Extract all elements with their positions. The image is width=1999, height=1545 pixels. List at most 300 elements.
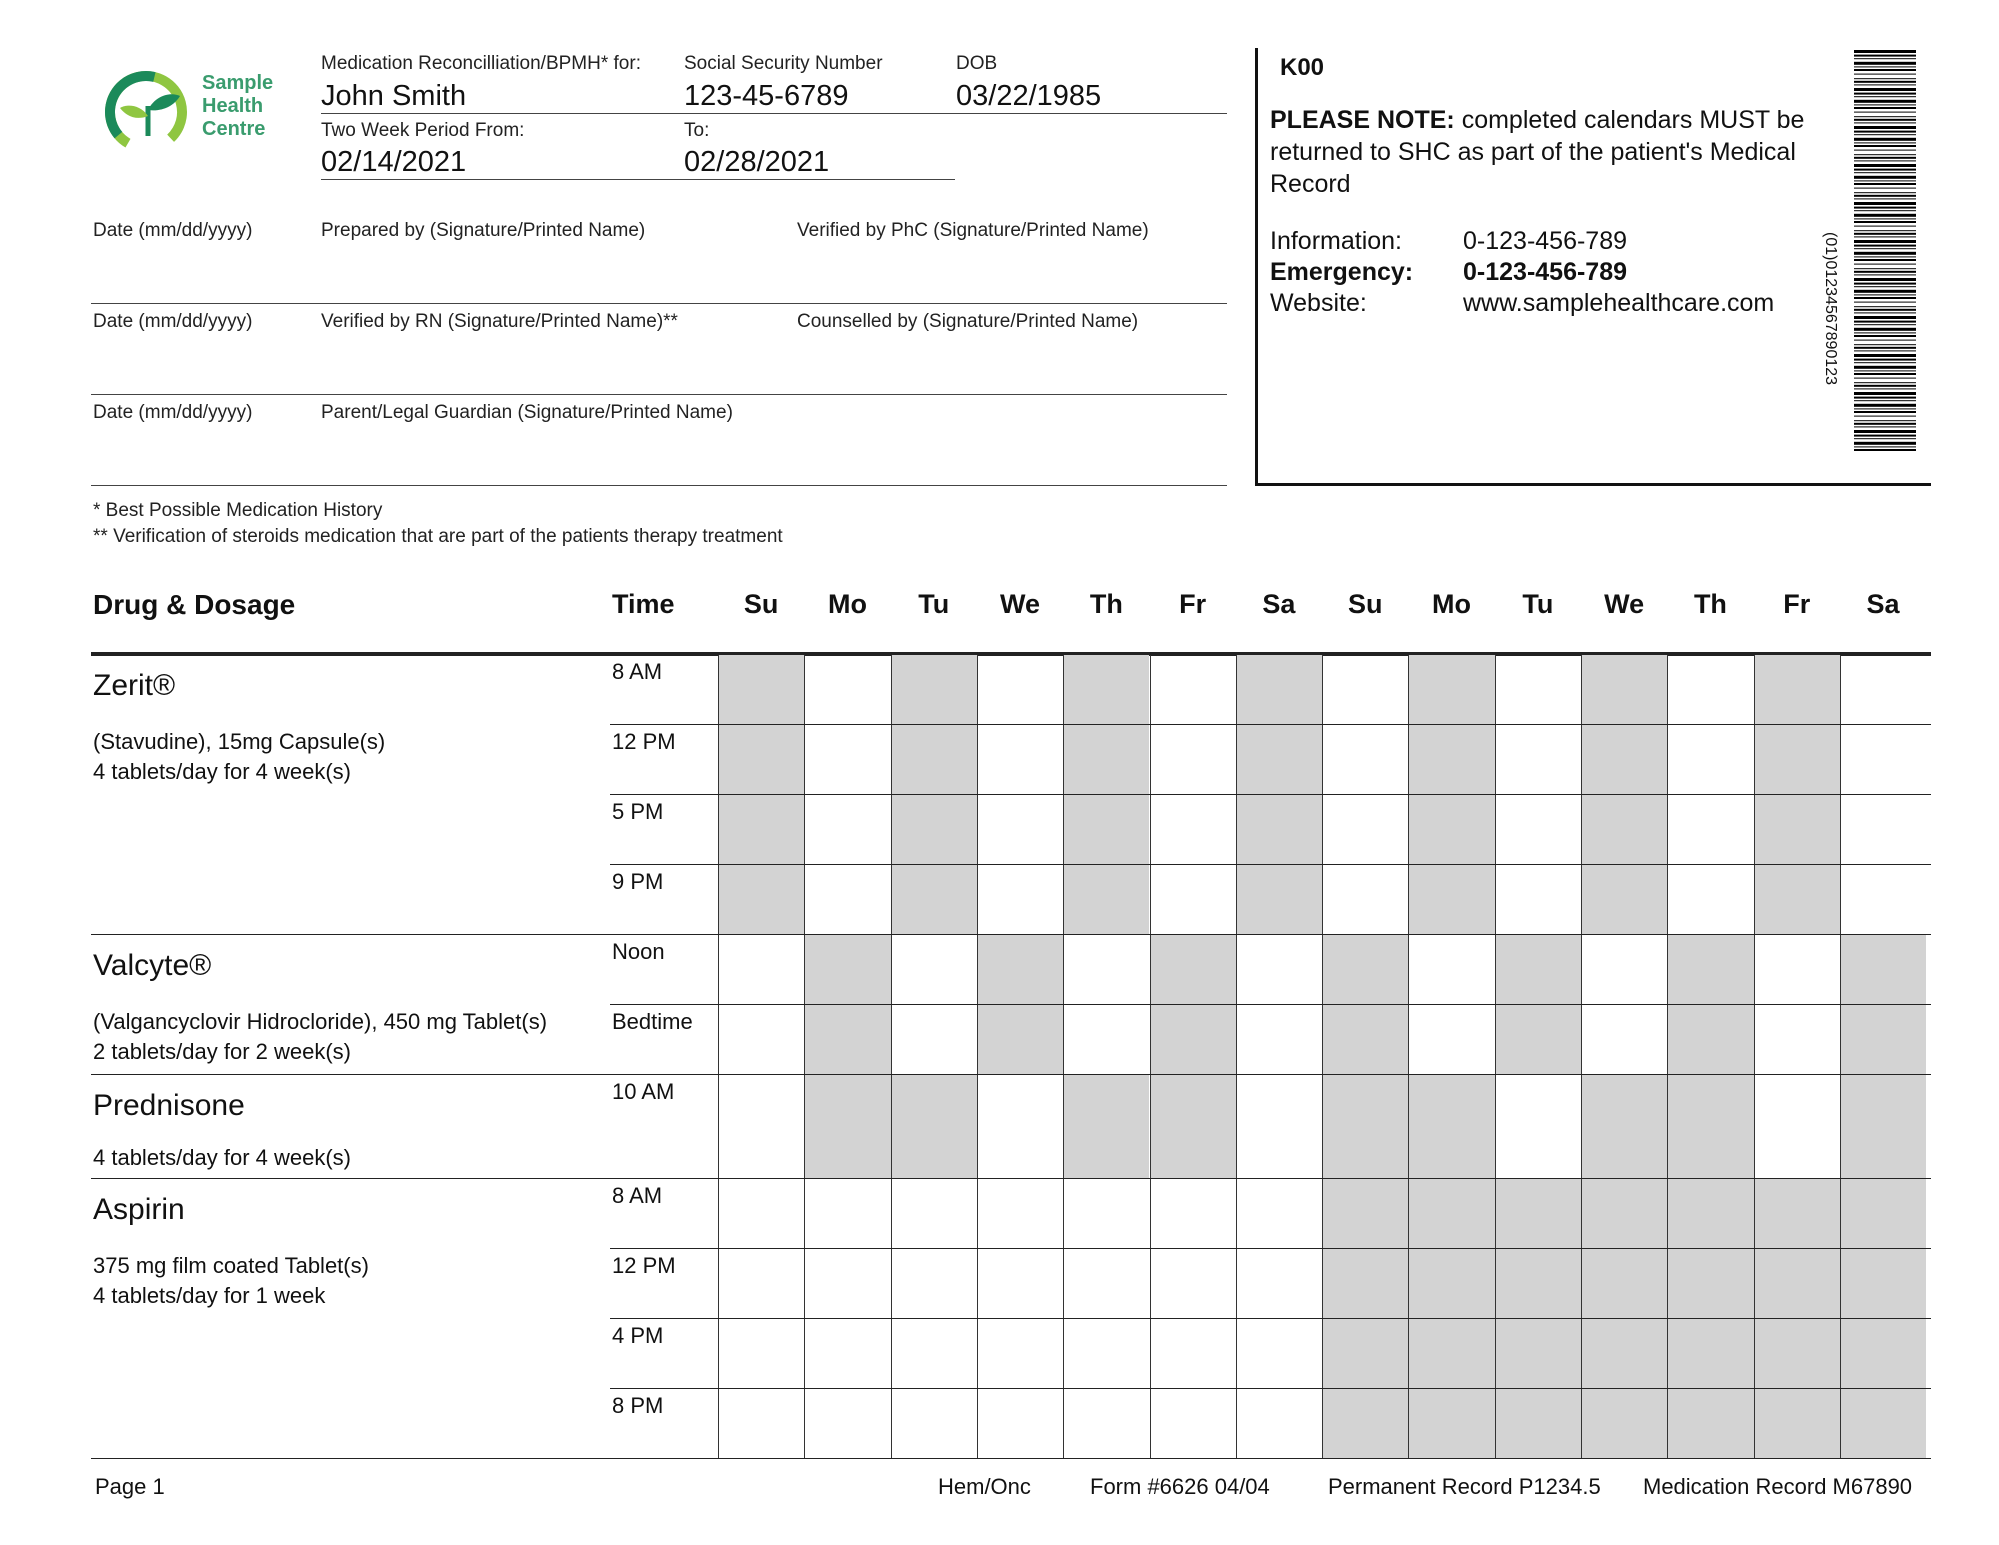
dose-checkbox[interactable] — [718, 655, 804, 725]
dose-checkbox[interactable] — [1495, 725, 1581, 795]
dose-checkbox[interactable] — [1063, 865, 1149, 935]
day-header: Su — [743, 589, 779, 619]
dose-checkbox[interactable] — [1236, 655, 1322, 725]
dose-checkbox[interactable] — [1581, 795, 1667, 865]
dose-checkbox[interactable] — [1236, 1249, 1322, 1319]
dose-checkbox[interactable] — [804, 725, 890, 795]
dose-checkbox[interactable] — [1840, 1319, 1926, 1389]
period-to-label: To: — [684, 120, 710, 141]
barcode-bar — [1854, 370, 1916, 371]
drug-name: Aspirin — [93, 1193, 185, 1226]
dose-checkbox[interactable] — [977, 725, 1063, 795]
page-number: Page 1 — [95, 1474, 165, 1499]
dose-checkbox[interactable] — [1150, 1389, 1236, 1459]
dose-checkbox[interactable] — [977, 1249, 1063, 1319]
dose-checkbox[interactable] — [1667, 865, 1753, 935]
day-header: Th — [1693, 589, 1727, 619]
dose-checkbox[interactable] — [1236, 1179, 1322, 1249]
barcode-bar — [1854, 157, 1916, 159]
barcode-bar — [1854, 408, 1916, 409]
barcode-bar — [1854, 328, 1916, 331]
dose-checkbox[interactable] — [804, 655, 890, 725]
dose-checkbox[interactable] — [977, 935, 1063, 1005]
dose-checkbox[interactable] — [1150, 655, 1236, 725]
dose-checkbox[interactable] — [804, 1005, 890, 1075]
website-label: Website: — [1270, 289, 1367, 317]
barcode-bar — [1854, 420, 1916, 421]
dose-checkbox[interactable] — [891, 795, 977, 865]
barcode-bar — [1854, 309, 1916, 311]
barcode-bar — [1854, 112, 1916, 113]
dose-checkbox[interactable] — [891, 1179, 977, 1249]
dose-checkbox[interactable] — [977, 1179, 1063, 1249]
info-value: 0-123-456-789 — [1463, 227, 1628, 255]
dose-checkbox[interactable] — [1322, 1005, 1408, 1075]
date-label-2: Date (mm/dd/yyyy) — [93, 311, 253, 332]
day-header: Fr — [1179, 589, 1207, 619]
dose-time: 10 AM — [612, 1079, 675, 1104]
day-header: Mo — [1432, 589, 1472, 619]
dose-checkbox[interactable] — [891, 1319, 977, 1389]
dose-checkbox[interactable] — [1581, 655, 1667, 725]
dose-checkbox[interactable] — [891, 725, 977, 795]
barcode-bar — [1854, 416, 1916, 417]
dose-checkbox[interactable] — [1495, 655, 1581, 725]
dose-checkbox[interactable] — [891, 935, 977, 1005]
dose-checkbox[interactable] — [1236, 1389, 1322, 1459]
dose-checkbox[interactable] — [718, 1389, 804, 1459]
period-from-value: 02/14/2021 — [321, 146, 467, 178]
day-header: Sa — [1866, 589, 1900, 619]
barcode-bar — [1854, 218, 1916, 219]
dose-checkbox[interactable] — [1581, 1389, 1667, 1459]
day-header: Mo — [827, 589, 867, 619]
signature-rule-3 — [91, 485, 1227, 486]
dose-checkbox[interactable] — [1408, 655, 1494, 725]
dose-checkbox[interactable] — [891, 1005, 977, 1075]
drug-name: Prednisone — [93, 1089, 245, 1122]
dose-checkbox[interactable] — [1840, 865, 1926, 935]
dose-checkbox[interactable] — [1581, 865, 1667, 935]
dose-checkbox[interactable] — [1408, 725, 1494, 795]
dose-checkbox[interactable] — [891, 1249, 977, 1319]
website-value[interactable]: www.samplehealthcare.com — [1463, 289, 1775, 317]
dose-time: 12 PM — [612, 729, 676, 754]
dose-checkbox[interactable] — [1063, 1075, 1149, 1179]
barcode-bar — [1854, 278, 1916, 281]
barcode-bar — [1854, 332, 1916, 333]
dose-checkbox[interactable] — [1408, 935, 1494, 1005]
day-header: Th — [1089, 589, 1123, 619]
please-note-label: PLEASE NOTE: — [1270, 106, 1455, 134]
barcode-bar — [1854, 446, 1916, 447]
barcode-bar — [1854, 50, 1916, 53]
please-note-text: completed calendars MUST be returned to SHC as part of the patient's Medical Record — [1270, 106, 1805, 198]
barcode-bar — [1854, 100, 1916, 103]
dose-checkbox[interactable] — [1236, 795, 1322, 865]
dose-checkbox[interactable] — [1840, 1075, 1926, 1179]
dose-time: 8 AM — [612, 659, 663, 684]
dose-checkbox[interactable] — [1150, 795, 1236, 865]
dose-checkbox[interactable] — [1150, 1005, 1236, 1075]
dose-checkbox[interactable] — [1063, 655, 1149, 725]
barcode-bar — [1854, 145, 1916, 147]
dose-checkbox[interactable] — [1408, 1249, 1494, 1319]
dose-checkbox[interactable] — [804, 1249, 890, 1319]
guardian-label: Parent/Legal Guardian (Signature/Printed Name) — [321, 402, 733, 423]
barcode-bar — [1854, 81, 1916, 83]
dose-checkbox[interactable] — [1840, 1179, 1926, 1249]
dose-checkbox[interactable] — [1495, 1179, 1581, 1249]
verified-phc-label: Verified by PhC (Signature/Printed Name) — [797, 220, 1149, 241]
dose-checkbox[interactable] — [1322, 795, 1408, 865]
dose-checkbox[interactable] — [1150, 935, 1236, 1005]
dose-checkbox[interactable] — [804, 935, 890, 1005]
dose-checkbox[interactable] — [1495, 1005, 1581, 1075]
barcode-bar — [1854, 160, 1916, 161]
dose-checkbox[interactable] — [891, 1389, 977, 1459]
dose-checkbox[interactable] — [1150, 1249, 1236, 1319]
logo-text: Sample Health Centre — [202, 72, 274, 140]
dose-checkbox[interactable] — [1840, 1005, 1926, 1075]
dose-checkbox[interactable] — [891, 655, 977, 725]
dose-checkbox[interactable] — [1581, 935, 1667, 1005]
barcode-bar — [1854, 62, 1916, 65]
dose-checkbox[interactable] — [1150, 1179, 1236, 1249]
barcode-bar — [1854, 221, 1916, 223]
dose-checkbox[interactable] — [1754, 865, 1840, 935]
barcode-bar — [1854, 107, 1916, 109]
barcode-bar — [1854, 286, 1916, 287]
patient-name: John Smith — [321, 80, 467, 112]
dose-checkbox[interactable] — [1754, 1389, 1840, 1459]
barcode-bar — [1854, 214, 1916, 217]
dose-checkbox[interactable] — [1754, 655, 1840, 725]
dose-checkbox[interactable] — [1754, 1249, 1840, 1319]
barcode-bar — [1854, 96, 1916, 97]
header-rule-1 — [321, 113, 1227, 114]
medication-record: Medication Record M67890 — [1643, 1474, 1913, 1499]
row-rule — [91, 1458, 1931, 1459]
dose-checkbox[interactable] — [718, 1249, 804, 1319]
date-label-1: Date (mm/dd/yyyy) — [93, 220, 253, 241]
dose-time: Bedtime — [612, 1009, 693, 1034]
dose-checkbox[interactable] — [1408, 1005, 1494, 1075]
drug-description: (Stavudine), 15mg Capsule(s) 4 tablets/day for 4 week(s) — [93, 729, 386, 784]
dose-checkbox[interactable] — [1667, 795, 1753, 865]
dose-time: 12 PM — [612, 1253, 676, 1278]
dose-checkbox[interactable] — [1236, 1075, 1322, 1179]
barcode-bar — [1854, 449, 1916, 451]
dose-checkbox[interactable] — [1150, 725, 1236, 795]
dose-checkbox[interactable] — [977, 865, 1063, 935]
dose-checkbox[interactable] — [1495, 1389, 1581, 1459]
barcode-bar — [1854, 55, 1916, 57]
barcode-bar — [1854, 233, 1916, 235]
dose-checkbox[interactable] — [977, 1075, 1063, 1179]
dose-checkbox[interactable] — [1236, 865, 1322, 935]
dose-checkbox[interactable] — [1754, 795, 1840, 865]
barcode-bar — [1854, 230, 1916, 231]
dose-checkbox[interactable] — [804, 795, 890, 865]
dose-checkbox[interactable] — [804, 1389, 890, 1459]
dose-checkbox[interactable] — [718, 935, 804, 1005]
dose-checkbox[interactable] — [1322, 935, 1408, 1005]
please-note — [1270, 104, 1840, 200]
dose-checkbox[interactable] — [1150, 865, 1236, 935]
period-to-value: 02/28/2021 — [684, 146, 830, 178]
drug-name: Valcyte® — [93, 949, 212, 982]
dose-checkbox[interactable] — [1236, 935, 1322, 1005]
dose-checkbox[interactable] — [1063, 935, 1149, 1005]
dose-checkbox[interactable] — [1322, 1249, 1408, 1319]
dose-time: 4 PM — [612, 1323, 664, 1348]
dose-checkbox[interactable] — [1840, 1249, 1926, 1319]
barcode-bar — [1854, 119, 1916, 121]
barcode-bar — [1854, 122, 1916, 123]
barcode-bar — [1854, 294, 1916, 295]
barcode-bar — [1854, 423, 1916, 425]
med-recon-label: Medication Reconcilliation/BPMH* for: — [321, 53, 641, 74]
barcode-bar — [1854, 248, 1916, 249]
dose-checkbox[interactable] — [1581, 1005, 1667, 1075]
dose-checkbox[interactable] — [1840, 795, 1926, 865]
dose-checkbox[interactable] — [1667, 935, 1753, 1005]
barcode-bar — [1854, 88, 1916, 91]
barcode-bar — [1854, 350, 1916, 351]
day-header: Tu — [918, 589, 950, 619]
dose-checkbox[interactable] — [1063, 1319, 1149, 1389]
dose-checkbox[interactable] — [1667, 1389, 1753, 1459]
dose-checkbox[interactable] — [977, 655, 1063, 725]
dose-checkbox[interactable] — [1408, 1075, 1494, 1179]
barcode-bar — [1854, 154, 1916, 155]
barcode-bar — [1854, 172, 1916, 173]
barcode-bar — [1854, 116, 1916, 117]
dose-checkbox[interactable] — [1667, 1075, 1753, 1179]
date-label-3: Date (mm/dd/yyyy) — [93, 402, 253, 423]
barcode-bar — [1854, 321, 1916, 323]
dose-checkbox[interactable] — [1581, 725, 1667, 795]
dob-label: DOB — [956, 53, 998, 74]
day-header: Sa — [1262, 589, 1296, 619]
barcode-bar — [1854, 404, 1916, 407]
barcode-bar — [1854, 183, 1916, 185]
dose-checkbox[interactable] — [1495, 865, 1581, 935]
barcode-bar — [1854, 236, 1916, 237]
barcode-bar — [1854, 366, 1916, 369]
dose-checkbox[interactable] — [1840, 655, 1926, 725]
barcode-bar — [1854, 256, 1916, 257]
dose-checkbox[interactable] — [1236, 725, 1322, 795]
dose-checkbox[interactable] — [1322, 865, 1408, 935]
barcode-bar — [1854, 397, 1916, 399]
barcode-bar — [1854, 210, 1916, 211]
signature-rule-2 — [91, 394, 1227, 395]
barcode-bar — [1854, 84, 1916, 85]
dose-checkbox[interactable] — [1754, 1319, 1840, 1389]
barcode-bar — [1854, 134, 1916, 135]
dose-checkbox[interactable] — [1150, 1075, 1236, 1179]
drug-dosage-header: Drug & Dosage — [93, 589, 296, 620]
dose-checkbox[interactable] — [1063, 725, 1149, 795]
dose-checkbox[interactable] — [1408, 1179, 1494, 1249]
barcode-bar — [1854, 74, 1916, 75]
dose-checkbox[interactable] — [1667, 725, 1753, 795]
dose-time: 8 PM — [612, 1393, 664, 1418]
day-header: Tu — [1522, 589, 1554, 619]
dose-checkbox[interactable] — [977, 1005, 1063, 1075]
dose-checkbox[interactable] — [1667, 1249, 1753, 1319]
dose-checkbox[interactable] — [804, 1075, 890, 1179]
dose-checkbox[interactable] — [891, 865, 977, 935]
barcode-bar — [1854, 169, 1916, 171]
dose-checkbox[interactable] — [1322, 1319, 1408, 1389]
permanent-record: Permanent Record P1234.5 — [1328, 1474, 1601, 1499]
dose-checkbox[interactable] — [977, 795, 1063, 865]
barcode-bar — [1854, 202, 1916, 205]
dose-checkbox[interactable] — [1840, 725, 1926, 795]
dose-checkbox[interactable] — [1322, 1075, 1408, 1179]
barcode-bar — [1854, 354, 1916, 357]
dose-checkbox[interactable] — [1754, 1005, 1840, 1075]
barcode-bar — [1854, 442, 1916, 445]
dose-checkbox[interactable] — [1408, 865, 1494, 935]
barcode-bar — [1854, 188, 1916, 189]
dose-checkbox[interactable] — [1840, 1389, 1926, 1459]
barcode-bar — [1854, 382, 1916, 383]
barcode-bar — [1854, 297, 1916, 299]
dose-checkbox[interactable] — [1754, 935, 1840, 1005]
barcode-bar — [1854, 58, 1916, 59]
barcode-bar — [1854, 264, 1916, 265]
barcode-bar — [1854, 388, 1916, 389]
dose-checkbox[interactable] — [718, 795, 804, 865]
dose-checkbox[interactable] — [1581, 1075, 1667, 1179]
dose-checkbox[interactable] — [1322, 1389, 1408, 1459]
barcode-bar — [1854, 359, 1916, 361]
dose-checkbox[interactable] — [1236, 1005, 1322, 1075]
emergency-value: 0-123-456-789 — [1463, 258, 1628, 286]
dose-checkbox[interactable] — [718, 1005, 804, 1075]
dose-checkbox[interactable] — [1063, 795, 1149, 865]
dose-checkbox[interactable] — [804, 1319, 890, 1389]
dose-checkbox[interactable] — [1408, 1389, 1494, 1459]
dose-checkbox[interactable] — [1754, 1179, 1840, 1249]
dose-checkbox[interactable] — [718, 1075, 804, 1179]
signature-rule-1 — [91, 303, 1227, 304]
dose-checkbox[interactable] — [1495, 795, 1581, 865]
barcode-bar — [1854, 126, 1916, 129]
dose-checkbox[interactable] — [804, 1179, 890, 1249]
dose-time: 8 AM — [612, 1183, 663, 1208]
time-header: Time — [612, 589, 675, 619]
dose-checkbox[interactable] — [1063, 1005, 1149, 1075]
dose-checkbox[interactable] — [1840, 935, 1926, 1005]
day-header: We — [1604, 589, 1645, 619]
barcode-bar — [1854, 207, 1916, 209]
dose-checkbox[interactable] — [1322, 655, 1408, 725]
dose-checkbox[interactable] — [1063, 1179, 1149, 1249]
dose-checkbox[interactable] — [718, 1319, 804, 1389]
dose-checkbox[interactable] — [1063, 1249, 1149, 1319]
dose-checkbox[interactable] — [1322, 725, 1408, 795]
barcode-bar — [1854, 312, 1916, 313]
dose-checkbox[interactable] — [1236, 1319, 1322, 1389]
info-code: K00 — [1280, 54, 1325, 81]
day-header: Fr — [1783, 589, 1811, 619]
barcode-bar — [1854, 198, 1916, 199]
dose-checkbox[interactable] — [1667, 1005, 1753, 1075]
dose-checkbox[interactable] — [1754, 1075, 1840, 1179]
dose-checkbox[interactable] — [977, 1319, 1063, 1389]
barcode-bar — [1854, 180, 1916, 181]
dose-checkbox[interactable] — [718, 1179, 804, 1249]
dose-checkbox[interactable] — [804, 865, 890, 935]
drug-name: Zerit® — [93, 669, 176, 702]
barcode-bar — [1854, 164, 1916, 167]
dose-checkbox[interactable] — [718, 725, 804, 795]
barcode-bar — [1854, 142, 1916, 143]
dob-value: 03/22/1985 — [956, 80, 1102, 112]
drug-description: 375 mg film coated Tablet(s) 4 tablets/day for 1 week — [93, 1253, 369, 1308]
barcode-bar — [1854, 302, 1916, 303]
barcode-bar — [1854, 138, 1916, 141]
dose-checkbox[interactable] — [1667, 1179, 1753, 1249]
dose-checkbox[interactable] — [1063, 1389, 1149, 1459]
dose-checkbox[interactable] — [1581, 1319, 1667, 1389]
dose-checkbox[interactable] — [1581, 1179, 1667, 1249]
ssn-value: 123-45-6789 — [684, 80, 849, 112]
dose-checkbox[interactable] — [1408, 795, 1494, 865]
dose-checkbox[interactable] — [1150, 1319, 1236, 1389]
barcode-bar — [1854, 316, 1916, 319]
dose-checkbox[interactable] — [1495, 1075, 1581, 1179]
barcode-bar — [1854, 411, 1916, 413]
barcode-bar — [1854, 385, 1916, 387]
dose-checkbox[interactable] — [1408, 1319, 1494, 1389]
dose-checkbox[interactable] — [1581, 1249, 1667, 1319]
barcode-bar — [1854, 131, 1916, 133]
dose-checkbox[interactable] — [1754, 725, 1840, 795]
dose-checkbox[interactable] — [718, 865, 804, 935]
period-from-label: Two Week Period From: — [321, 120, 525, 141]
barcode-bar — [1854, 283, 1916, 285]
prepared-by-label: Prepared by (Signature/Printed Name) — [321, 220, 646, 241]
dose-checkbox[interactable] — [1495, 1249, 1581, 1319]
barcode-bar — [1854, 362, 1916, 363]
dose-checkbox[interactable] — [1495, 1319, 1581, 1389]
barcode-bar — [1854, 435, 1916, 437]
department: Hem/Onc — [938, 1474, 1031, 1499]
dose-time: 9 PM — [612, 869, 664, 894]
dose-checkbox[interactable] — [1667, 655, 1753, 725]
dose-checkbox[interactable] — [1667, 1319, 1753, 1389]
barcode-bar — [1854, 290, 1916, 293]
barcode-bar — [1854, 78, 1916, 79]
barcode-bar — [1854, 69, 1916, 71]
dose-checkbox[interactable] — [891, 1075, 977, 1179]
info-label: Information: — [1270, 227, 1403, 255]
barcode-bar — [1854, 226, 1916, 227]
dose-checkbox[interactable] — [1495, 935, 1581, 1005]
drug-description: (Valgancyclovir Hidrocloride), 450 mg Tablet(s) 2 tablets/day for 2 week(s) — [93, 1009, 548, 1064]
dose-checkbox[interactable] — [1322, 1179, 1408, 1249]
barcode-bar — [1854, 252, 1916, 255]
day-header: Su — [1347, 589, 1383, 619]
dose-checkbox[interactable] — [977, 1389, 1063, 1459]
barcode-bar — [1854, 373, 1916, 375]
